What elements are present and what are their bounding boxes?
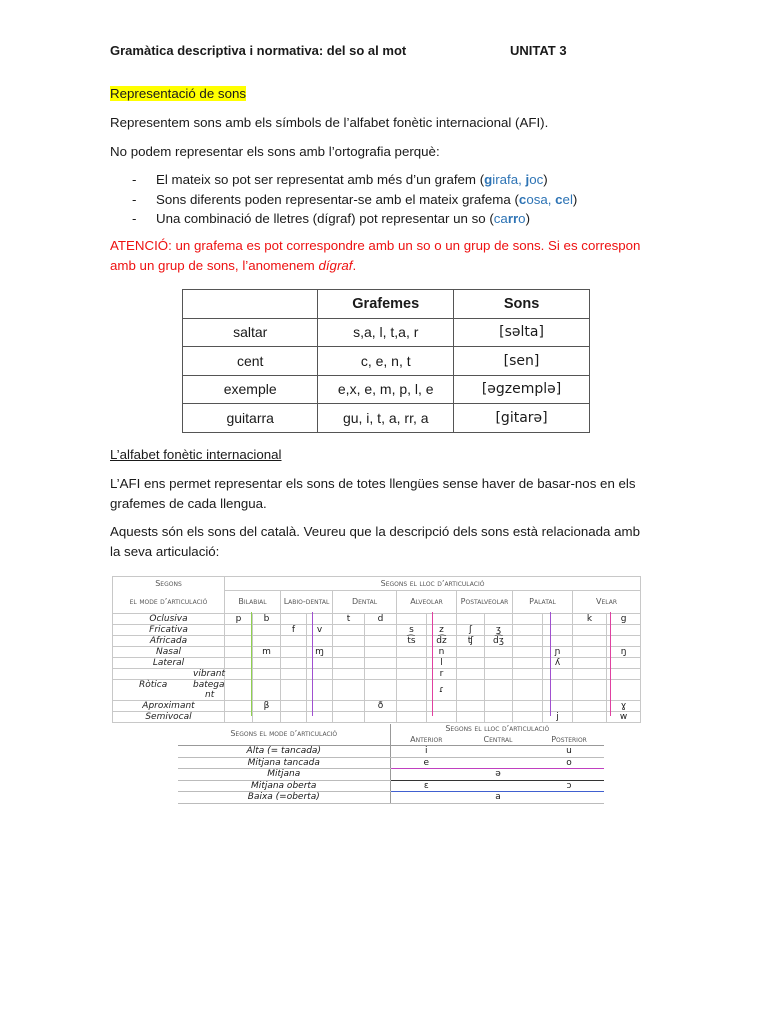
list-item bbox=[132, 209, 652, 229]
bullet-text-post: ) bbox=[543, 172, 548, 187]
place-palatal: Palatal bbox=[513, 591, 573, 614]
table-cell bbox=[397, 646, 427, 657]
table-row bbox=[183, 375, 590, 404]
paragraph-afi: Representem sons amb els símbols de l’alfabet fonètic internacional (AFI). bbox=[110, 115, 549, 130]
chart-corner-label: el mode d’articulació bbox=[113, 591, 225, 614]
table-cell: j bbox=[543, 711, 573, 722]
warning-period: . bbox=[352, 257, 357, 273]
table-cell bbox=[462, 757, 534, 769]
table-row bbox=[113, 635, 641, 646]
table-cell: [səlta] bbox=[454, 318, 590, 347]
table-cell: k bbox=[573, 613, 607, 624]
row-label: Nasal bbox=[113, 646, 225, 657]
table-cell bbox=[365, 679, 397, 700]
table-cell bbox=[253, 624, 281, 635]
paragraph-line: L’AFI ens permet representar els sons de totes llengües sense haver de basar-nos en els bbox=[110, 476, 636, 491]
table-cell: o bbox=[534, 757, 604, 769]
bullet-text-post: ) bbox=[525, 211, 531, 226]
table-cell bbox=[485, 711, 513, 722]
table-cell bbox=[543, 613, 573, 624]
table-cell bbox=[573, 646, 607, 657]
document-title: Gramàtica descriptiva i normativa: del so al mot bbox=[110, 43, 407, 58]
table-cell bbox=[253, 711, 281, 722]
table-cell bbox=[365, 624, 397, 635]
table-row bbox=[183, 404, 590, 433]
table-cell bbox=[333, 657, 365, 668]
dash: - bbox=[132, 172, 137, 187]
example-word: el bbox=[562, 191, 573, 207]
table-cell: d͡ʒ bbox=[485, 635, 513, 646]
table-cell: [sen] bbox=[454, 347, 590, 376]
table-cell bbox=[457, 711, 485, 722]
place-labiodental: Labio-dental bbox=[281, 591, 333, 614]
table-cell: u bbox=[534, 746, 604, 758]
chart-corner-label: Segons el mode d’articulació bbox=[178, 724, 390, 746]
table-cell bbox=[225, 700, 253, 711]
table-row bbox=[113, 679, 641, 700]
paragraph-afi-purpose bbox=[110, 474, 636, 513]
table-cell bbox=[573, 700, 607, 711]
rotica-label: Ròtica bbox=[139, 679, 168, 690]
table-cell: w bbox=[607, 711, 641, 722]
table-cell bbox=[333, 635, 365, 646]
table-cell bbox=[543, 700, 573, 711]
row-label: Semivocal bbox=[113, 711, 225, 722]
table-cell bbox=[513, 635, 543, 646]
table-cell bbox=[457, 668, 485, 679]
table-cell: β bbox=[253, 700, 281, 711]
table-cell: ɛ bbox=[390, 780, 462, 792]
grapheme-sound-table bbox=[182, 289, 590, 433]
table-cell bbox=[390, 769, 462, 781]
table-header bbox=[183, 290, 318, 319]
table-cell bbox=[513, 679, 543, 700]
table-row bbox=[113, 613, 641, 624]
table-cell bbox=[281, 700, 307, 711]
table-cell bbox=[607, 668, 641, 679]
table-cell bbox=[607, 679, 641, 700]
table-cell bbox=[485, 646, 513, 657]
table-cell: ɲ bbox=[543, 646, 573, 657]
table-cell bbox=[365, 711, 397, 722]
table-cell bbox=[253, 679, 281, 700]
table-cell: gu, i, t, a, rr, a bbox=[318, 404, 454, 433]
table-cell bbox=[573, 679, 607, 700]
table-cell bbox=[333, 679, 365, 700]
row-label: Aproximant bbox=[113, 700, 225, 711]
chart-places-row bbox=[113, 591, 641, 614]
table-cell bbox=[485, 613, 513, 624]
place-central: Central bbox=[462, 735, 534, 746]
chart-corner-label: Segons bbox=[113, 577, 225, 591]
table-row bbox=[178, 746, 604, 758]
table-cell bbox=[534, 769, 604, 781]
table-cell bbox=[513, 657, 543, 668]
table-cell bbox=[307, 711, 333, 722]
sub-label-bategant: batega bbox=[193, 679, 225, 690]
table-cell: cent bbox=[183, 347, 318, 376]
table-cell bbox=[573, 635, 607, 646]
table-cell: r bbox=[427, 668, 457, 679]
chart-header-row bbox=[178, 724, 604, 735]
table-cell bbox=[365, 657, 397, 668]
table-cell bbox=[427, 613, 457, 624]
row-label: Africada bbox=[113, 635, 225, 646]
table-cell bbox=[534, 792, 604, 804]
table-cell: s,a, l, t,a, r bbox=[318, 318, 454, 347]
table-cell: p bbox=[225, 613, 253, 624]
place-velar: Velar bbox=[573, 591, 641, 614]
table-cell bbox=[397, 668, 427, 679]
example-grapheme: c bbox=[555, 191, 563, 207]
table-cell bbox=[281, 711, 307, 722]
table-cell bbox=[485, 679, 513, 700]
example-word: osa, bbox=[526, 191, 556, 207]
table-cell bbox=[253, 635, 281, 646]
table-cell bbox=[397, 711, 427, 722]
table-cell: ə bbox=[462, 769, 534, 781]
section-heading-afi: L’alfabet fonètic internacional bbox=[110, 447, 282, 462]
example-grapheme: j bbox=[525, 172, 530, 187]
table-row bbox=[113, 657, 641, 668]
table-row bbox=[178, 757, 604, 769]
table-cell bbox=[333, 624, 365, 635]
table-header: Grafemes bbox=[318, 290, 454, 319]
table-cell bbox=[253, 657, 281, 668]
bullet-text-pre: Sons diferents poden representar-se amb el mateix grafema ( bbox=[156, 191, 519, 207]
table-cell bbox=[462, 780, 534, 792]
table-cell: a bbox=[462, 792, 534, 804]
divider-pink bbox=[610, 612, 611, 716]
table-row bbox=[178, 769, 604, 781]
warning-line-1: ATENCIÓ: un grafema es pot correspondre amb un so o un grup de sons. Si es correspon bbox=[110, 238, 641, 253]
table-cell bbox=[513, 624, 543, 635]
table-cell bbox=[543, 679, 573, 700]
table-cell: m bbox=[253, 646, 281, 657]
table-cell bbox=[307, 700, 333, 711]
paragraph-line: la seva articulació: bbox=[110, 543, 220, 559]
place-anterior: Anterior bbox=[390, 735, 462, 746]
table-cell: ɔ bbox=[534, 780, 604, 792]
row-label: Fricativa bbox=[113, 624, 225, 635]
table-cell bbox=[543, 635, 573, 646]
divider-purple bbox=[312, 612, 313, 716]
example-grapheme: c bbox=[518, 191, 527, 207]
table-cell: ɱ bbox=[307, 646, 333, 657]
chart-place-header: Segons el lloc d’articulació bbox=[225, 577, 641, 591]
place-alveolar: Alveolar bbox=[397, 591, 457, 614]
row-label: Baixa (=oberta) bbox=[178, 792, 390, 804]
table-cell: e,x, e, m, p, l, e bbox=[318, 375, 454, 404]
table-row bbox=[113, 668, 641, 679]
table-cell bbox=[365, 646, 397, 657]
table-cell: s bbox=[397, 624, 427, 635]
table-cell bbox=[281, 668, 307, 679]
sub-label-bategant-end: nt bbox=[205, 689, 215, 700]
example-word: ca bbox=[493, 211, 508, 226]
table-cell: b bbox=[253, 613, 281, 624]
section-heading-representacio bbox=[110, 84, 246, 104]
table-cell bbox=[333, 700, 365, 711]
paragraph-catalan-sounds bbox=[110, 522, 640, 561]
table-cell: ʧ bbox=[457, 635, 485, 646]
sub-label-vibrant: vibrant bbox=[193, 668, 225, 679]
table-cell bbox=[365, 668, 397, 679]
place-postalveolar: Postalveolar bbox=[457, 591, 513, 614]
row-label: Mitjana bbox=[178, 769, 390, 781]
table-cell bbox=[225, 711, 253, 722]
table-cell: ʎ bbox=[543, 657, 573, 668]
bullet-text-post: ) bbox=[572, 191, 578, 207]
consonant-chart bbox=[112, 576, 641, 723]
table-cell bbox=[543, 668, 573, 679]
table-cell bbox=[397, 657, 427, 668]
table-cell: d bbox=[365, 613, 397, 624]
warning-note bbox=[110, 236, 670, 275]
table-cell: saltar bbox=[183, 318, 318, 347]
table-cell bbox=[281, 646, 307, 657]
table-cell: [əgzemplə] bbox=[454, 375, 590, 404]
table-cell bbox=[397, 679, 427, 700]
bullet-text bbox=[156, 190, 577, 210]
table-cell bbox=[307, 657, 333, 668]
place-dental: Dental bbox=[333, 591, 397, 614]
table-header-row bbox=[183, 290, 590, 319]
table-cell bbox=[457, 657, 485, 668]
table-cell: exemple bbox=[183, 375, 318, 404]
table-cell: ɣ bbox=[607, 700, 641, 711]
table-cell bbox=[573, 711, 607, 722]
table-row bbox=[178, 792, 604, 804]
row-label: Oclusiva bbox=[113, 613, 225, 624]
table-cell bbox=[307, 668, 333, 679]
table-cell bbox=[225, 679, 253, 700]
chart-header-row bbox=[113, 577, 641, 591]
table-cell bbox=[607, 635, 641, 646]
table-cell bbox=[307, 635, 333, 646]
table-cell bbox=[281, 657, 307, 668]
warning-line-2 bbox=[110, 256, 670, 276]
table-cell bbox=[427, 711, 457, 722]
table-cell bbox=[397, 613, 427, 624]
table-cell: v bbox=[307, 624, 333, 635]
place-posterior: Posterior bbox=[534, 735, 604, 746]
table-cell bbox=[513, 646, 543, 657]
table-cell bbox=[543, 624, 573, 635]
bullet-text-pre: El mateix so pot ser representat amb més d’un grafem ( bbox=[156, 172, 485, 187]
list-item bbox=[132, 190, 652, 210]
highlighted-heading: Representació de sons bbox=[110, 86, 247, 101]
table-cell bbox=[225, 646, 253, 657]
list-item bbox=[132, 170, 652, 190]
table-cell bbox=[513, 711, 543, 722]
row-label: Lateral bbox=[113, 657, 225, 668]
table-cell bbox=[333, 668, 365, 679]
table-cell bbox=[225, 635, 253, 646]
unit-label: UNITAT 3 bbox=[510, 43, 567, 58]
table-cell: z bbox=[427, 624, 457, 635]
table-cell bbox=[573, 668, 607, 679]
table-cell: ŋ bbox=[607, 646, 641, 657]
bullet-text-pre: Una combinació de lletres (dígraf) pot representar un so ( bbox=[156, 211, 494, 226]
paragraph-line: Aquests són els sons del català. Veureu que la descripció dels sons està relacionada amb bbox=[110, 524, 640, 539]
table-cell bbox=[457, 679, 485, 700]
table-cell bbox=[333, 646, 365, 657]
table-cell bbox=[607, 657, 641, 668]
table-row bbox=[183, 318, 590, 347]
row-label: Mitjana oberta bbox=[178, 780, 390, 792]
table-cell bbox=[253, 668, 281, 679]
table-cell bbox=[457, 646, 485, 657]
example-word: oc bbox=[529, 172, 544, 187]
example-word: o bbox=[518, 211, 526, 226]
table-cell bbox=[457, 613, 485, 624]
table-cell bbox=[513, 700, 543, 711]
table-cell: t bbox=[333, 613, 365, 624]
table-cell bbox=[427, 700, 457, 711]
table-cell: ʃ bbox=[457, 624, 485, 635]
table-cell bbox=[281, 679, 307, 700]
table-row bbox=[113, 646, 641, 657]
table-cell bbox=[397, 700, 427, 711]
table-cell bbox=[485, 657, 513, 668]
table-cell bbox=[457, 700, 485, 711]
dash: - bbox=[132, 211, 137, 226]
table-row bbox=[113, 624, 641, 635]
table-cell: guitarra bbox=[183, 404, 318, 433]
table-row bbox=[183, 347, 590, 376]
warning-text: amb un grup de sons, l’anomenem bbox=[110, 257, 319, 273]
table-cell bbox=[225, 668, 253, 679]
bullet-list bbox=[132, 170, 652, 229]
table-cell bbox=[365, 635, 397, 646]
table-row bbox=[113, 700, 641, 711]
paragraph-line: grafemes de cada llengua. bbox=[110, 495, 267, 511]
table-cell: n bbox=[427, 646, 457, 657]
table-cell bbox=[462, 746, 534, 758]
place-bilabial: Bilabial bbox=[225, 591, 281, 614]
paragraph-ortografia: No podem representar els sons amb l’ortografia perquè: bbox=[110, 144, 440, 159]
row-label: Mitjana tancada bbox=[178, 757, 390, 769]
table-cell bbox=[225, 624, 253, 635]
table-cell bbox=[307, 679, 333, 700]
row-label: Alta (= tancada) bbox=[178, 746, 390, 758]
table-cell: t͡s bbox=[397, 635, 427, 646]
table-cell: ɾ bbox=[427, 679, 457, 700]
table-cell bbox=[281, 613, 307, 624]
table-cell bbox=[513, 613, 543, 624]
example-grapheme: rr bbox=[507, 211, 519, 226]
table-cell: d͡z bbox=[427, 635, 457, 646]
table-cell bbox=[513, 668, 543, 679]
table-cell bbox=[225, 657, 253, 668]
row-label-rotica-bategant bbox=[113, 679, 225, 700]
table-row bbox=[178, 780, 604, 792]
vowel-chart bbox=[178, 724, 604, 804]
table-cell bbox=[485, 700, 513, 711]
table-cell: i bbox=[390, 746, 462, 758]
table-cell: ʒ bbox=[485, 624, 513, 635]
example-grapheme: g bbox=[484, 172, 493, 187]
table-cell bbox=[390, 792, 462, 804]
table-cell bbox=[573, 624, 607, 635]
divider-green bbox=[251, 612, 252, 716]
example-word: irafa, bbox=[492, 172, 526, 187]
chart-place-header: Segons el lloc d’articulació bbox=[445, 724, 550, 733]
table-cell: l bbox=[427, 657, 457, 668]
table-cell: e bbox=[390, 757, 462, 769]
table-cell: [gitarə] bbox=[454, 404, 590, 433]
table-cell: ð bbox=[365, 700, 397, 711]
table-cell bbox=[607, 624, 641, 635]
table-cell bbox=[281, 635, 307, 646]
table-cell: g bbox=[607, 613, 641, 624]
table-header: Sons bbox=[454, 290, 590, 319]
table-row bbox=[113, 711, 641, 722]
divider-pink bbox=[432, 612, 433, 716]
table-cell bbox=[485, 668, 513, 679]
table-cell bbox=[333, 711, 365, 722]
table-cell: f bbox=[281, 624, 307, 635]
warning-term: dígraf bbox=[318, 257, 353, 273]
divider-purple bbox=[550, 612, 551, 716]
bullet-text bbox=[156, 209, 530, 229]
bullet-text bbox=[156, 170, 548, 190]
table-cell bbox=[307, 613, 333, 624]
table-cell: c, e, n, t bbox=[318, 347, 454, 376]
dash: - bbox=[132, 191, 137, 207]
table-cell bbox=[573, 657, 607, 668]
